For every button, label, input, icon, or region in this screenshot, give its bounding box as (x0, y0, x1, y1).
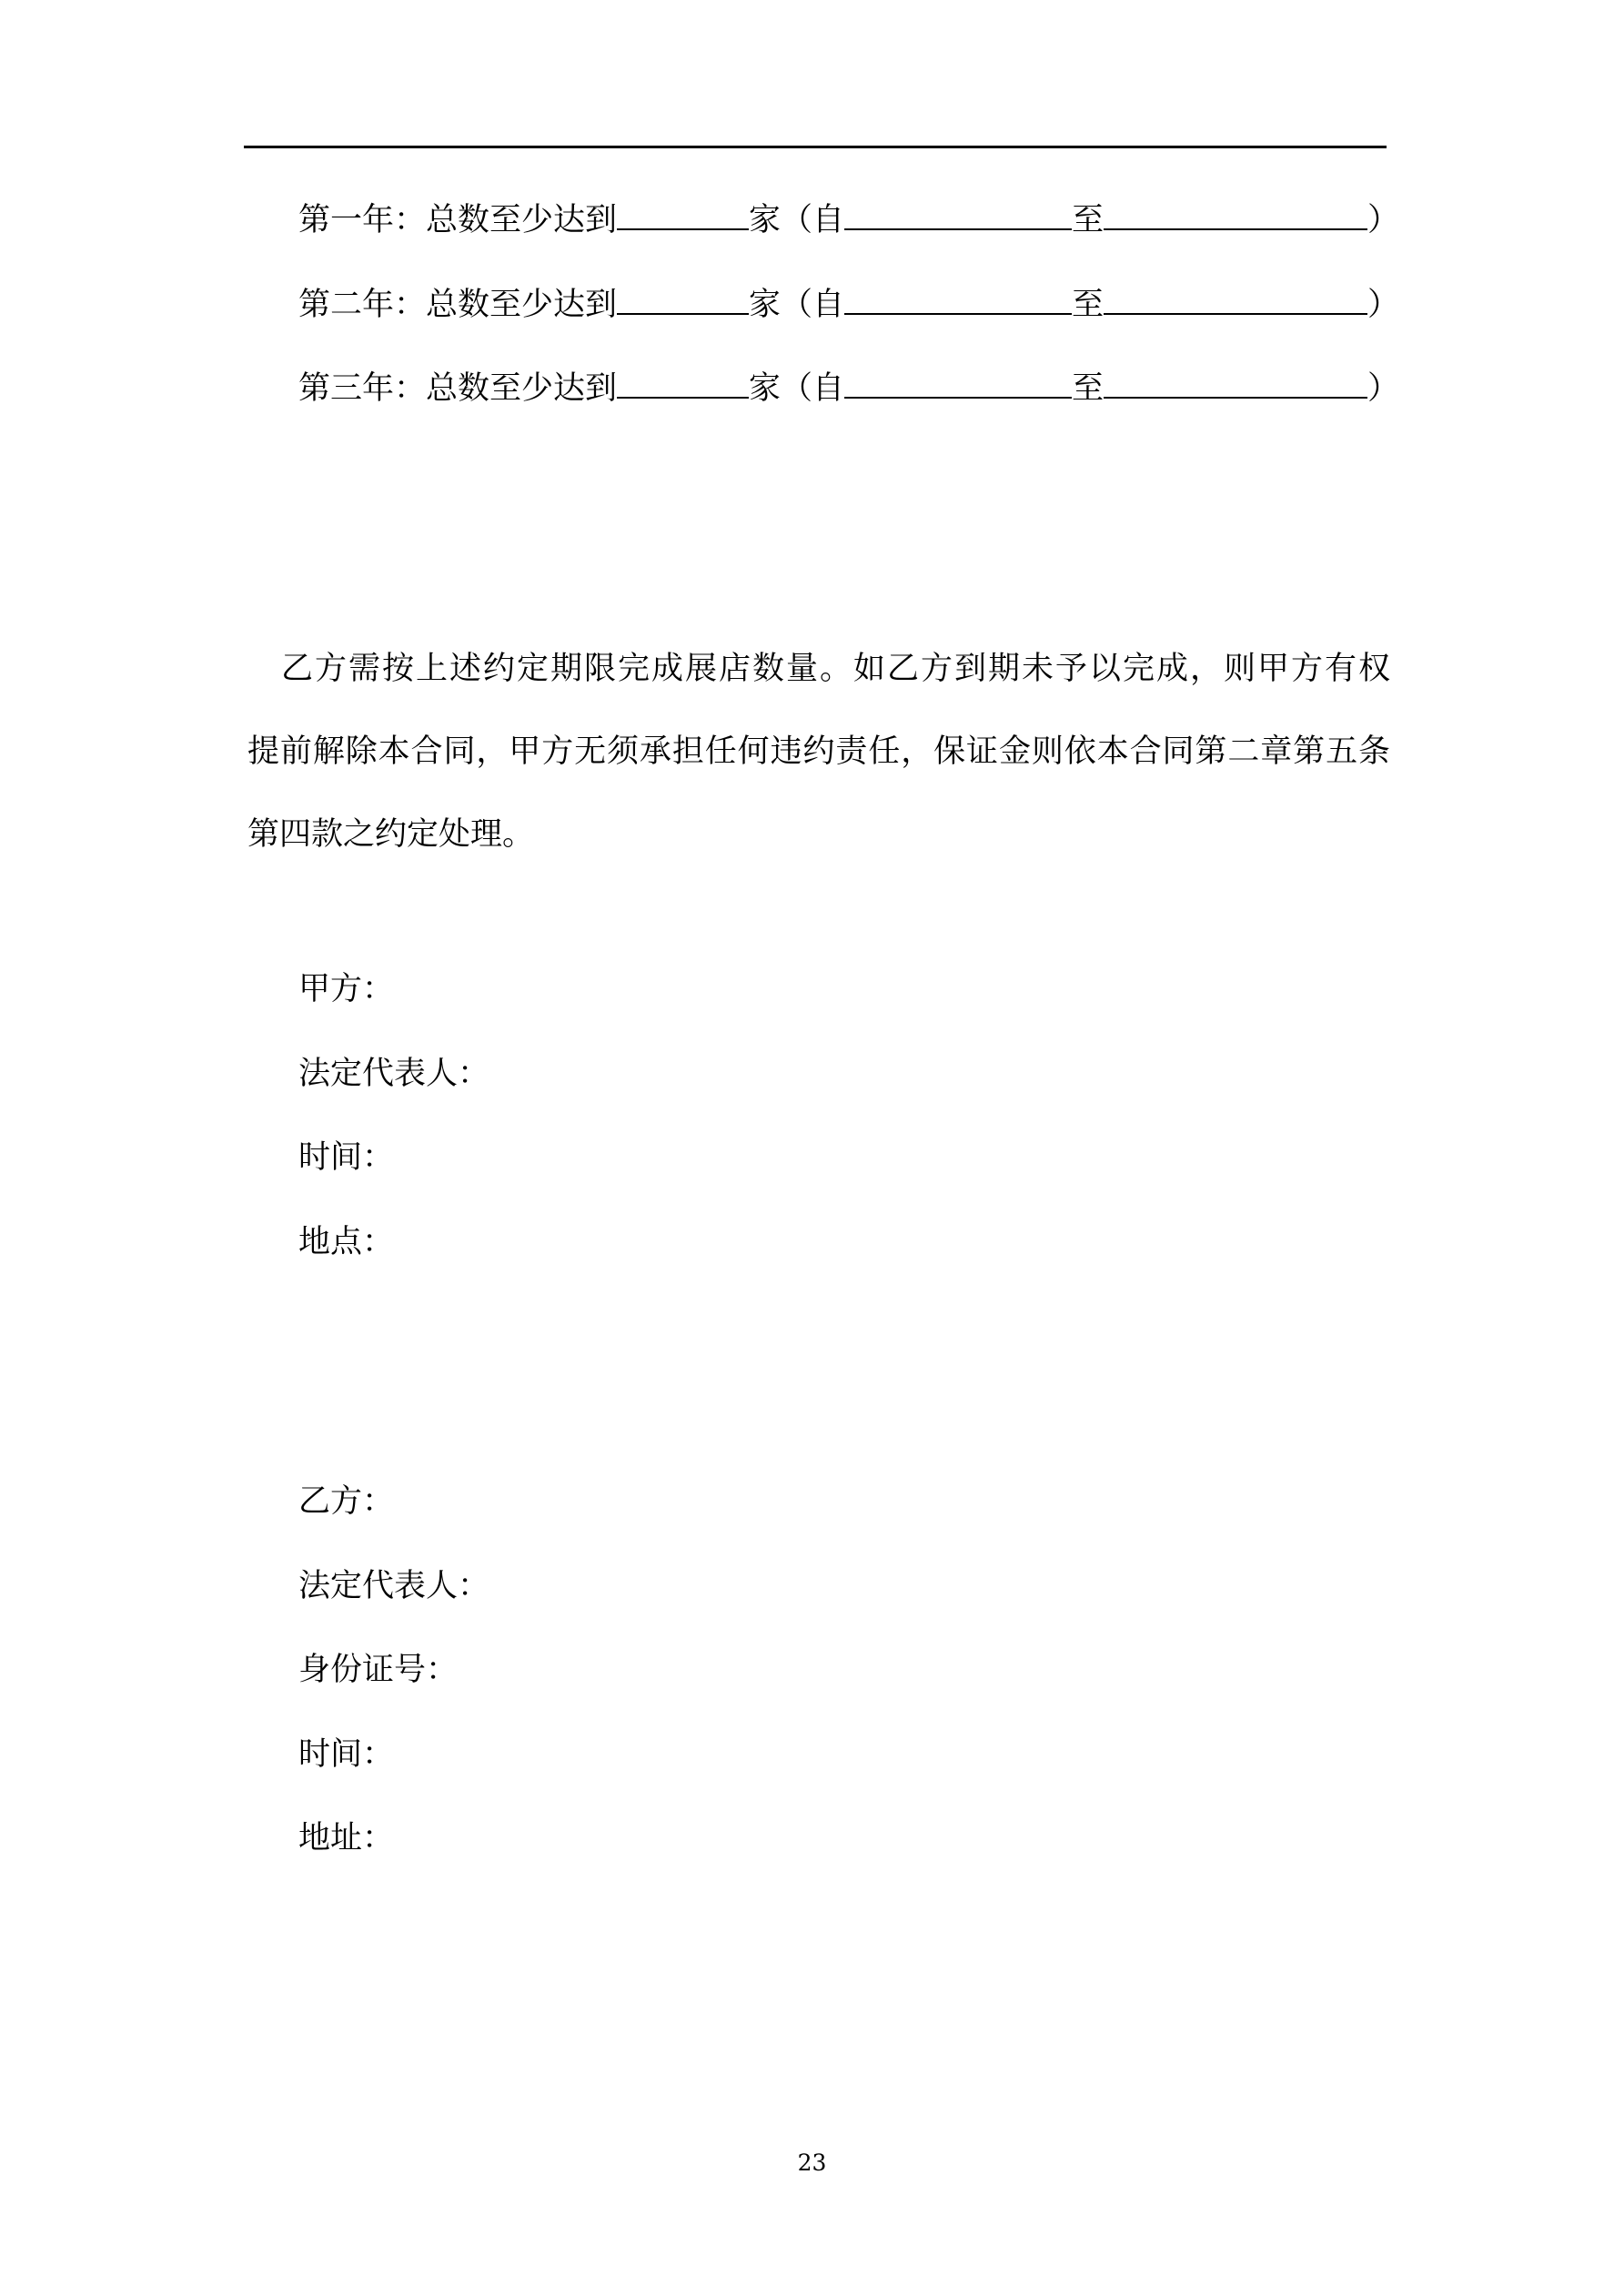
party-b-representative: 法定代表人： (298, 1568, 490, 1604)
paragraph-line-2: 提前解除本合同，甲方无须承担任何违约责任，保证金则依本合同第二章第五条 (247, 733, 1390, 770)
quota-label: 第二年：总数至少达到 (298, 287, 618, 323)
quota-to: 至 (1072, 202, 1105, 238)
paragraph-line-1: 乙方需按上述约定期限完成展店数量。如乙方到期未予以完成，则甲方有权 (247, 651, 1390, 687)
end-date-blank (1104, 369, 1367, 399)
quota-unit: 家（自 (749, 287, 845, 323)
quota-row-year-1 (298, 200, 1399, 240)
store-count-blank (617, 286, 749, 315)
quota-close: ） (1367, 202, 1400, 238)
party-b-address: 地址： (298, 1820, 395, 1856)
quota-unit: 家（自 (749, 202, 845, 238)
end-date-blank (1104, 201, 1367, 230)
quota-row-year-2 (298, 285, 1399, 325)
party-b-time: 时间： (298, 1736, 395, 1773)
start-date-blank (844, 369, 1072, 399)
quota-unit: 家（自 (749, 370, 845, 407)
store-count-blank (617, 201, 749, 230)
quota-close: ） (1367, 370, 1400, 407)
obligation-paragraph (247, 628, 1390, 876)
paragraph-line-3: 第四款之约定处理。 (247, 816, 535, 853)
end-date-blank (1104, 286, 1367, 315)
store-count-blank (617, 369, 749, 399)
quota-close: ） (1367, 287, 1400, 323)
party-a-representative: 法定代表人： (298, 1056, 490, 1092)
quota-label: 第一年：总数至少达到 (298, 202, 618, 238)
start-date-blank (844, 286, 1072, 315)
quota-to: 至 (1072, 370, 1105, 407)
quota-to: 至 (1072, 287, 1105, 323)
party-b-id-number: 身份证号： (298, 1652, 459, 1688)
quota-label: 第三年：总数至少达到 (298, 370, 618, 407)
header-rule (244, 146, 1387, 148)
party-a-title: 甲方： (298, 971, 395, 1007)
quota-row-year-3 (298, 369, 1399, 409)
party-a-time: 时间： (298, 1139, 395, 1176)
page-number: 23 (797, 2149, 827, 2176)
party-a-place: 地点： (298, 1224, 395, 1260)
party-b-title: 乙方： (298, 1483, 395, 1520)
start-date-blank (844, 201, 1072, 230)
